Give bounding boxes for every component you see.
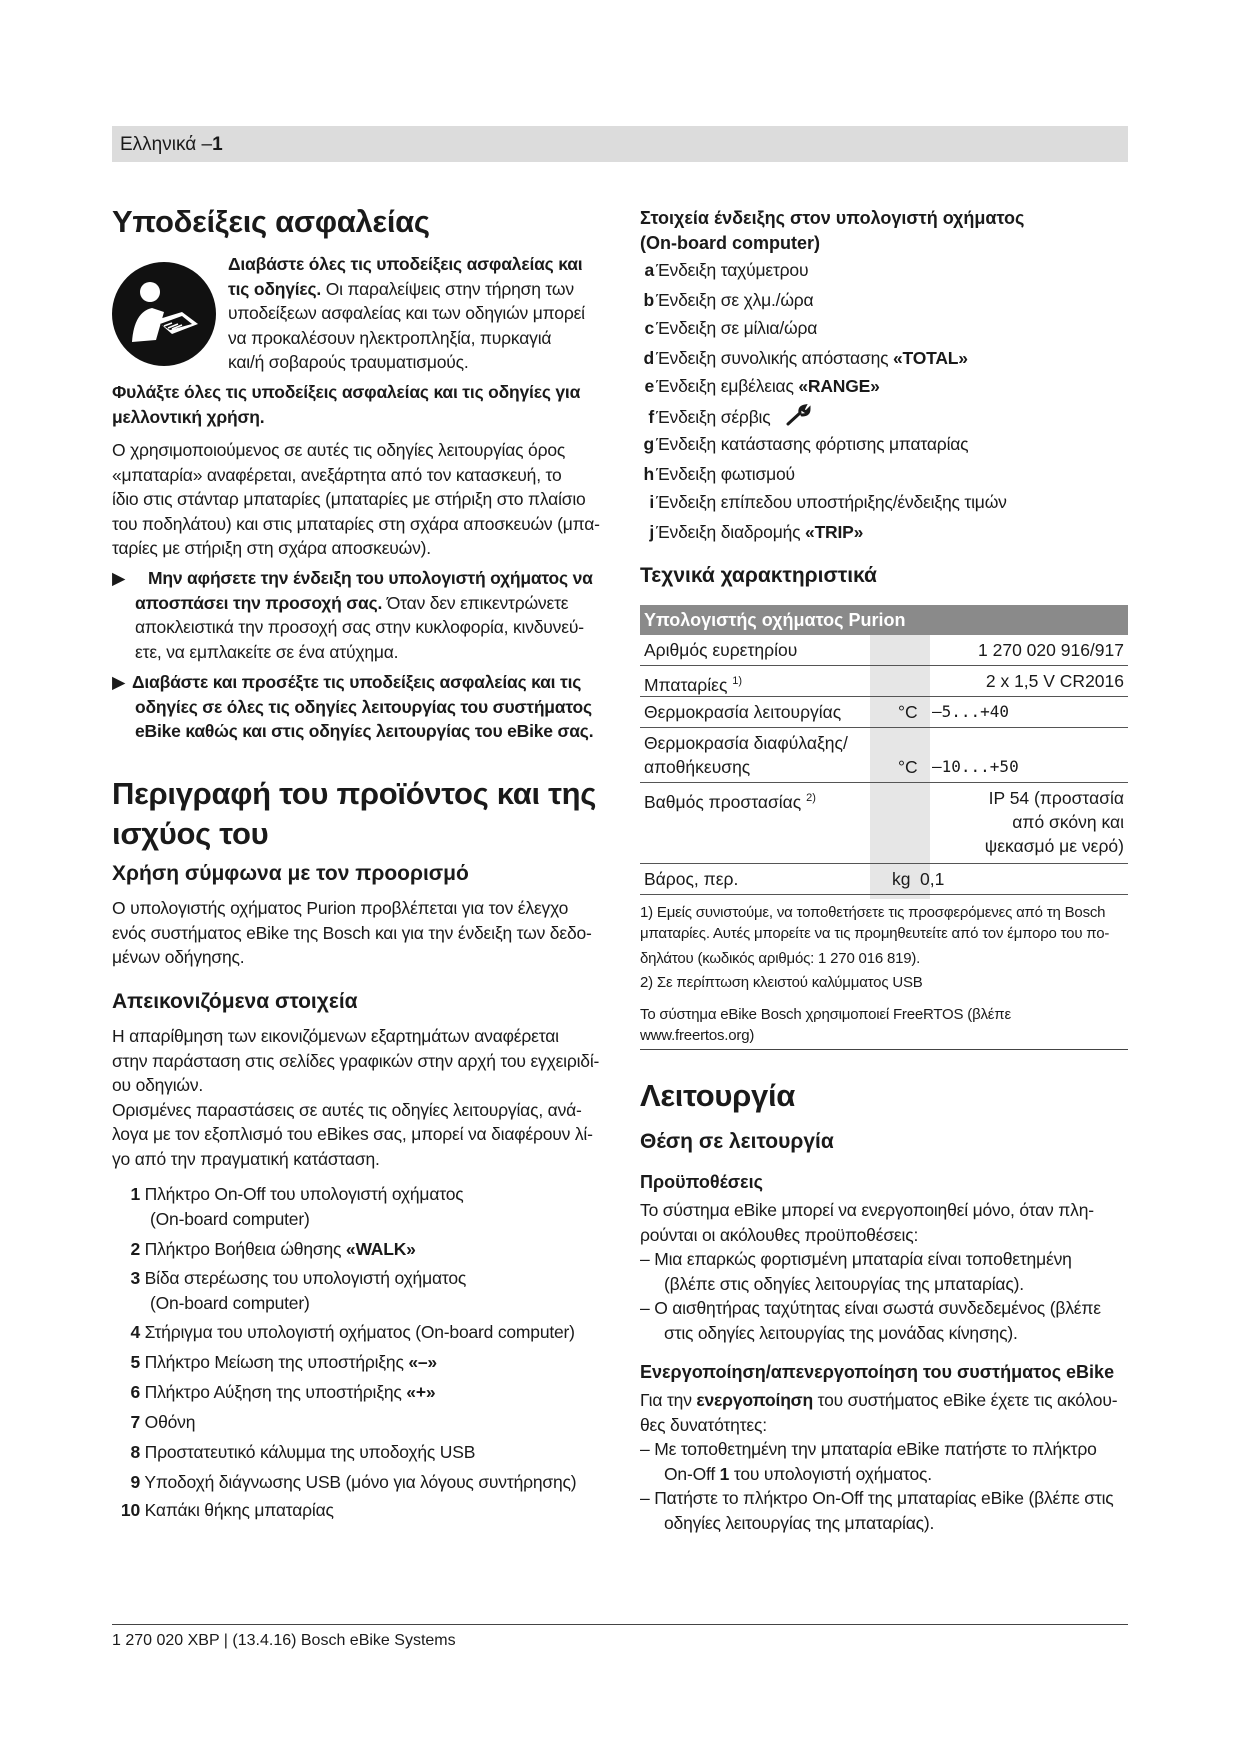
intended-use-title: Χρήση σύμφωνα με τον προορισμό [112, 862, 469, 885]
list-item: 4 Στήριγμα του υπολογιστή οχήματος (On-board computer) [130, 1322, 575, 1342]
legend-item: h Ένδειξη φωτισμού [643, 464, 795, 484]
table-row: Βαθμός προστασίας $^{2)}$ IP 54 (προστασία από σκόνη και ψεκασμό με νερό) [640, 783, 1128, 864]
list-item: 9 Υποδοχή διάγνωσης USB (μόνο για λόγους συντήρησης) [130, 1472, 577, 1492]
prerequisites-text: Το σύστημα eBike μπορεί να ενεργοποιηθεί μόνο, όταν πλη- ρούνται οι ακόλουθες προϋποθέσεις: – Μια επαρκώς φορτισμένη μπαταρία είναι τοποθετημένη (βλέπε στις οδηγίες λειτουργίας της μπαταρίας). – Ο αισθητήρας ταχύτητας είναι σωστά συνδεδεμένος (βλέπε στις οδηγίες λειτουργίας της μονάδας κίνησης). [640, 1200, 1101, 1343]
legend-item: e Ένδειξη εμβέλειας «RANGE» [644, 376, 880, 396]
legend-item: a Ένδειξη ταχύμετρου [644, 260, 809, 280]
prerequisites-title: Προϋποθέσεις [640, 1172, 763, 1192]
list-item-cont: (On-board computer) [150, 1209, 310, 1229]
table-row: Μπαταρίες $^{1)}$ 2 x 1,5 V CR2016 [640, 666, 1128, 697]
list-item: 3 Βίδα στερέωσης του υπολογιστή οχήματος [130, 1268, 467, 1288]
display-elements-title: Στοιχεία ένδειξης στον υπολογιστή οχήματος (On-board computer) [640, 208, 1025, 253]
page-number: 1 [212, 134, 223, 155]
list-item: 6 Πλήκτρο Αύξηση της υποστήριξης «+» [130, 1382, 436, 1402]
list-item: 5 Πλήκτρο Μείωση της υποστήριξης «–» [130, 1352, 437, 1372]
footer-rule [112, 1624, 1128, 1625]
footnote-1: 1) Εμείς συνιστούμε, να τοποθετήσετε τις προσφερόμενες από τη Bosch μπαταρίες. Αυτές μπορείτε να τις προμηθευτείτε από τον έμπορο του πο- δηλάτου (κωδικός αριθμός: 1 270 016 819). [640, 904, 1110, 967]
list-item: 10 Καπάκι θήκης μπαταρίας [120, 1500, 334, 1520]
read-manual-icon [112, 262, 216, 366]
warning-text: Διαβάστε όλες τις υποδείξεις ασφαλείας και τις οδηγίες. Οι παραλείψεις στην τήρηση των υποδείξεων ασφαλείας και των οδηγιών μπορεί να προκαλέσουν ηλεκτροπληξία, πυρκαγιά και/ή σοβαρούς τραυματισμούς. [228, 254, 585, 372]
footer-text: 1 270 020 XBP | (13.4.16) Bosch eBike Systems [112, 1632, 456, 1649]
legend-item: c Ένδειξη σε μίλια/ώρα [644, 318, 818, 338]
bullet-arrow-icon: ▶ [112, 568, 126, 588]
bullet-arrow-icon: ▶ [112, 672, 126, 692]
bullet-read-all: ▶ Διαβάστε και προσέξτε τις υποδείξεις ασφαλείας και τις οδηγίες σε όλες τις οδηγίες λειτουργίας του συστήματος eBike καθώς και στις οδηγίες λειτουργίας του eBike σας. [112, 672, 594, 741]
table-row: Θερμοκρασία λειτουργίας °C –5...+40 [640, 697, 1128, 728]
header-label: Ελληνικά –1 [120, 134, 223, 155]
wrench-icon [785, 404, 811, 433]
table-row: Βάρος, περ. kg 0,1 [640, 864, 1128, 895]
divider [640, 1049, 1128, 1050]
depicted-text: Η απαρίθμηση των εικονιζόμενων εξαρτημάτων αναφέρεται στην παράσταση στις σελίδες γραφικών στην αρχή του εγχειριδί- ου οδηγιών. Ορισμένες παραστάσεις σε αυτές τις οδηγίες λειτουργίας, ανά- λογα με τον εξοπλισμό του eBikes σας, μπορεί να διαφέρουν λί- γο από την πραγματική κατάσταση. [112, 1026, 600, 1169]
intended-use-text: Ο υπολογιστής οχήματος Purion προβλέπεται για τον έλεγχο ενός συστήματος eBike της Bosch και για την ένδειξη των δεδο- μένων οδήγησης. [112, 898, 592, 967]
keep-instructions: Φυλάξτε όλες τις υποδείξεις ασφαλείας και τις οδηγίες για μελλοντική χρήση. [112, 382, 581, 427]
legend-item: j Ένδειξη διαδρομής «TRIP» [649, 522, 864, 542]
table-row: Αριθμός ευρετηρίου 1 270 020 916/917 [640, 635, 1128, 666]
startup-title: Θέση σε λειτουργία [640, 1130, 834, 1153]
operation-title: Λειτουργία [640, 1078, 796, 1113]
legend-item: i Ένδειξη επίπεδου υποστήριξης/ένδειξης τιμών [649, 492, 1007, 512]
depicted-title: Απεικονιζόμενα στοιχεία [112, 990, 358, 1013]
page-header [112, 126, 1128, 162]
battery-note: Ο χρησιμοποιούμενος σε αυτές τις οδηγίες λειτουργίας όρος «μπαταρία» αναφέρεται, ανεξάρτητα από τον κατασκευή, το ίδιο στις στάνταρ μπαταρίες (μπαταρίες με στήριξη στο πλαίσιο του ποδηλάτου) και στις μπαταρίες στη σχάρα αποσκευών (μπα- ταρίες με στήριξη στη σχάρα αποσκευών). [112, 440, 600, 558]
footnote-2: 2) Σε περίπτωση κλειστού καλύμματος USB [640, 974, 923, 991]
legend-item: d Ένδειξη συνολικής απόστασης «TOTAL» [643, 348, 968, 368]
bullet-distraction: ▶ Μην αφήσετε την ένδειξη του υπολογιστή οχήματος να αποσπάσει την προσοχή σας. Όταν δεν επικεντρώνετε αποκλειστικά την προσοχή σας στην κυκλοφορία, κινδυνεύ- ετε, να εμπλακείτε σε ένα ατύχημα. [112, 568, 593, 662]
list-item: 1 Πλήκτρο On-Off του υπολογιστή οχήματος [130, 1184, 464, 1204]
tech-title: Τεχνικά χαρακτηριστικά [640, 564, 877, 587]
table-row: Θερμοκρασία διαφύλαξης/ αποθήκευσης °C –10...+50 [640, 728, 1128, 783]
legend-item: f Ένδειξη σέρβις [640, 404, 811, 433]
legend-item: b Ένδειξη σε χλμ./ώρα [643, 290, 814, 310]
list-item: 8 Προστατευτικό κάλυμμα της υποδοχής USB [130, 1442, 476, 1462]
product-title: Περιγραφή του προϊόντος και της ισχύος του [112, 776, 597, 851]
list-item-cont: (On-board computer) [150, 1293, 310, 1313]
onoff-text: Για την ενεργοποίηση του συστήματος eBike έχετε τις ακόλου- θες δυνατότητες: – Με τοποθετημένη την μπαταρία eBike πατήστε το πλήκτρο On-Off 1 του υπολογιστή οχήματος. – Πατήστε το πλήκτρο On-Off της μπαταρίας eBike (βλέπε στις οδηγίες λειτουργίας της μπαταρίας). [640, 1390, 1118, 1533]
legend-item: g Ένδειξη κατάστασης φόρτισης μπαταρίας [643, 434, 969, 454]
list-item: 2 Πλήκτρο Βοήθεια ώθησης «WALK» [130, 1239, 416, 1259]
onoff-title: Ενεργοποίηση/απενεργοποίηση του συστήματος eBike [640, 1362, 1115, 1382]
safety-title: Υποδείξεις ασφαλείας [112, 204, 430, 239]
spec-table-header: Υπολογιστής οχήματος Purion [640, 605, 1128, 635]
list-item: 7 Οθόνη [130, 1412, 196, 1432]
freertos-note: Το σύστημα eBike Bosch χρησιμοποιεί FreeRTOS (βλέπε www.freertos.org) [640, 1006, 1011, 1044]
